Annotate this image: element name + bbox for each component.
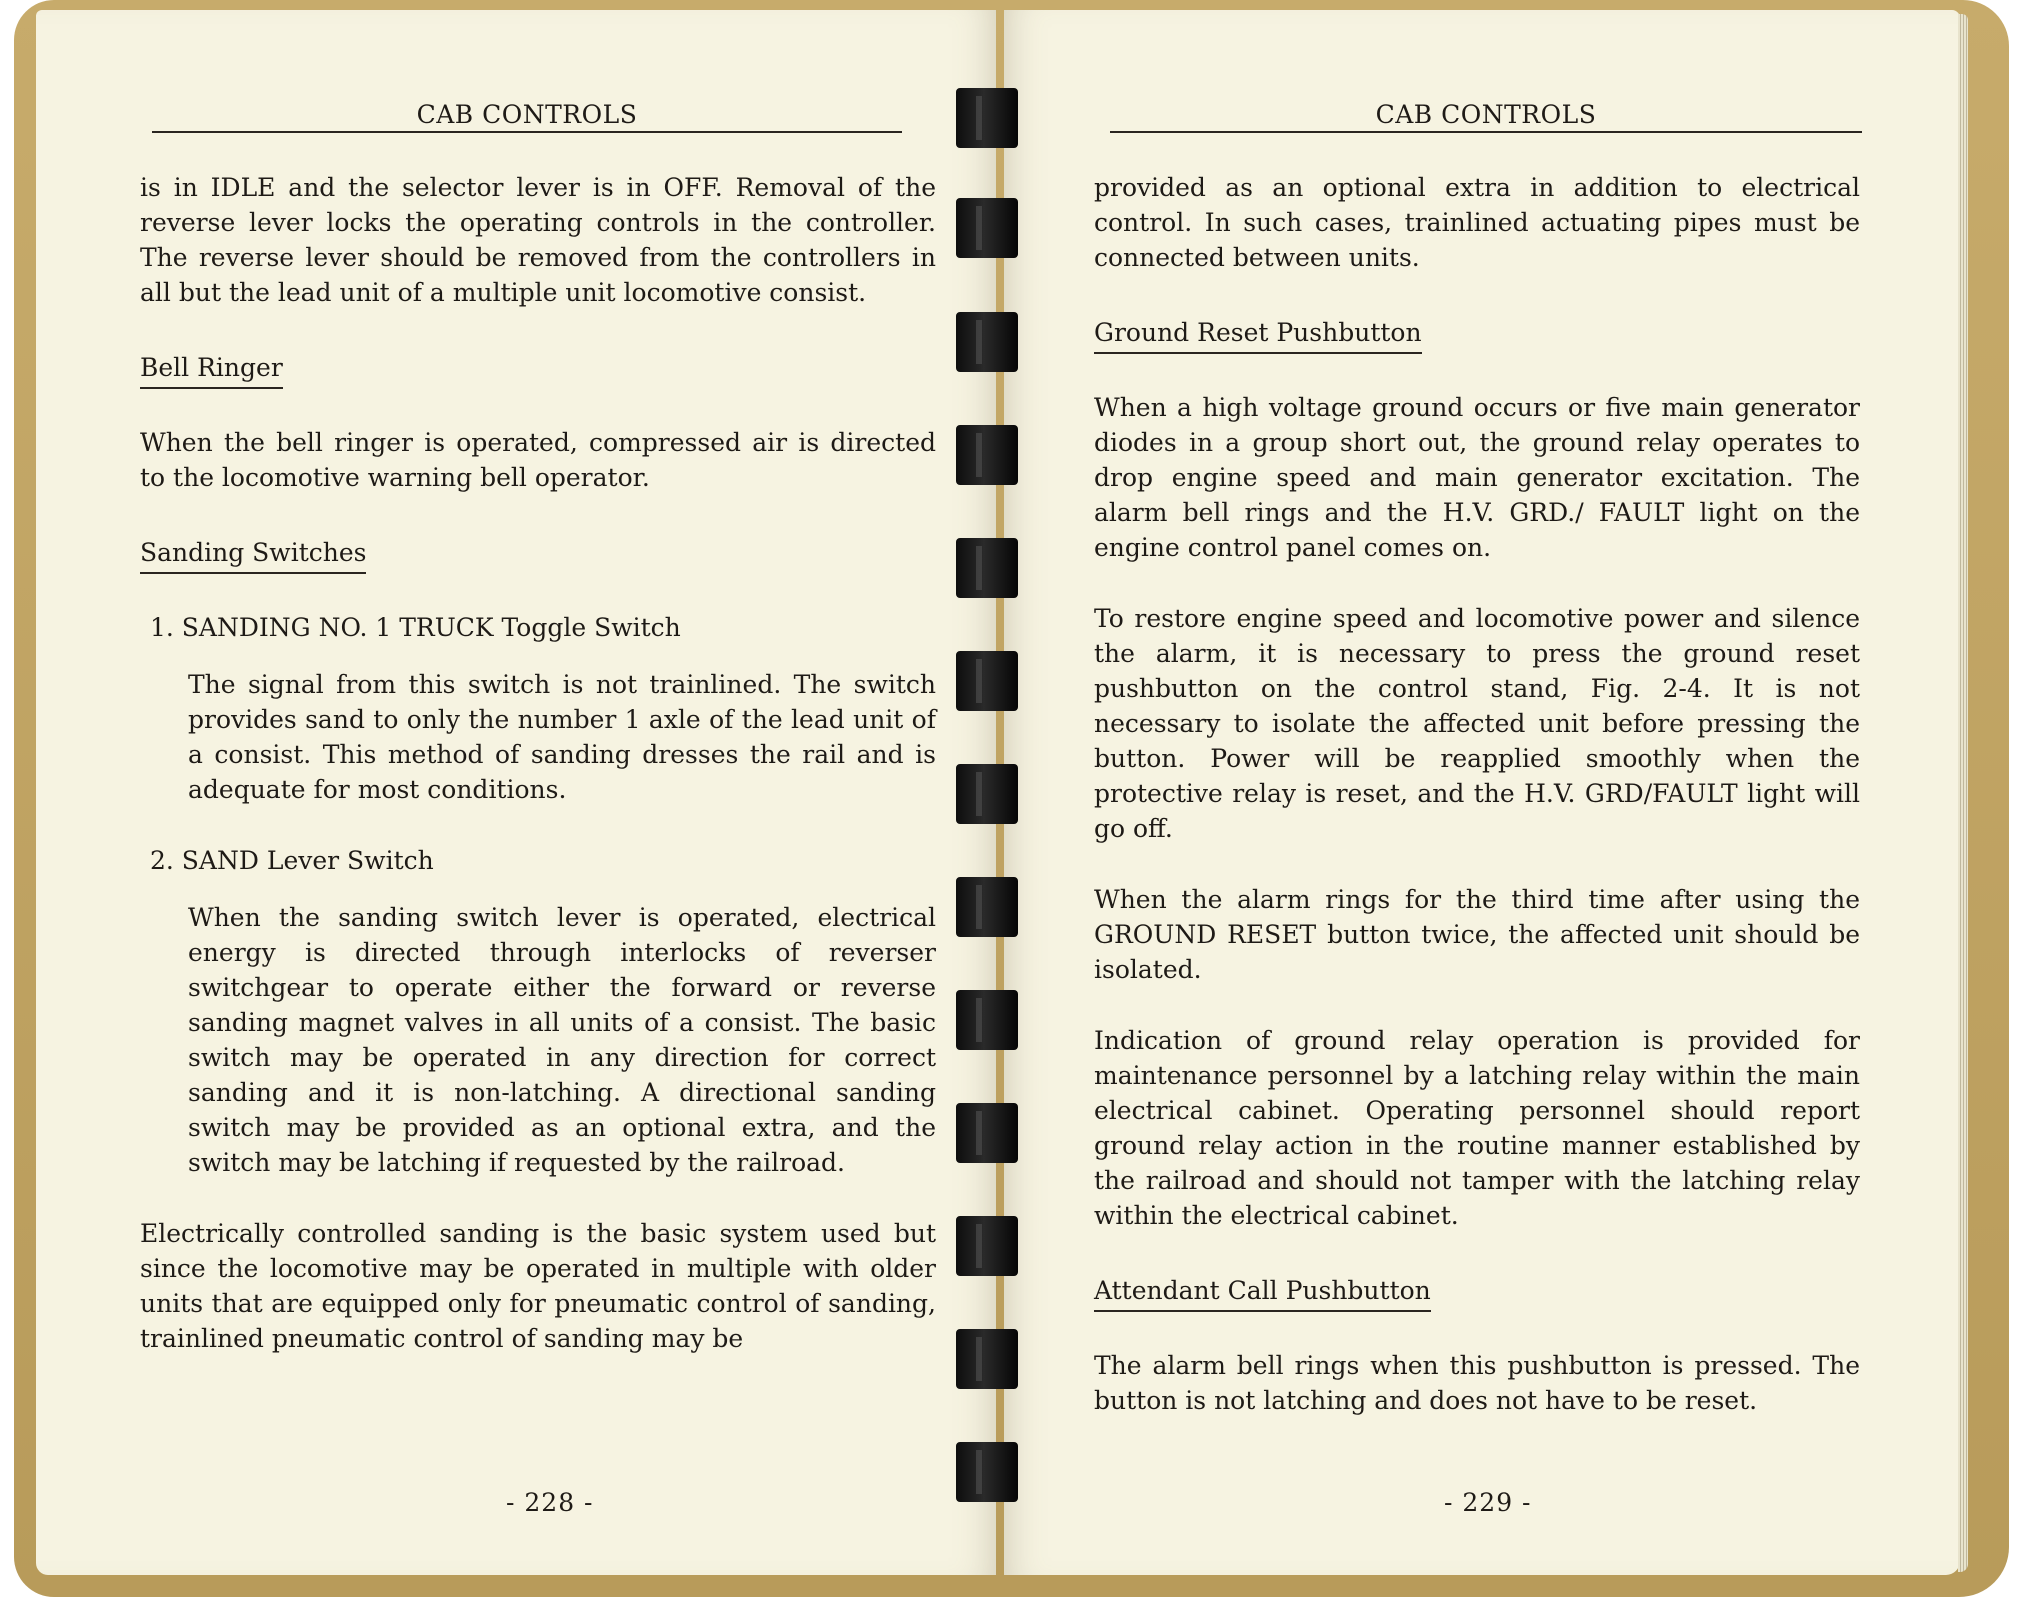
binding-ring — [956, 1103, 1018, 1163]
page-number: - 228 - — [506, 1488, 594, 1517]
binding-ring — [956, 88, 1018, 148]
binding-ring — [956, 198, 1018, 258]
binding-ring — [956, 1442, 1018, 1502]
binding-ring — [956, 877, 1018, 937]
ground-reset-paragraph: When the alarm rings for the third time after using the GROUND RESET button twice, the affected unit should be isolated. — [1094, 885, 1860, 984]
page-header: CAB CONTROLS — [152, 100, 902, 133]
section-heading-sanding-switches: Sanding Switches — [140, 535, 366, 574]
binding-ring — [956, 312, 1018, 372]
ground-reset-paragraph: Indication of ground relay operation is provided for maintenance personnel by a latching relay within the main electrical cabinet. Operating personnel should report ground relay action in the routine manner established by the railroad and should not tamper with the latching relay within the electrical cabinet. — [1094, 1026, 1860, 1230]
list-item-title: 1. SANDING NO. 1 TRUCK Toggle Switch — [150, 613, 681, 642]
binding-ring — [956, 764, 1018, 824]
right-page — [1004, 10, 1960, 1575]
section-heading-bell-ringer: Bell Ringer — [140, 350, 283, 389]
binding-ring — [956, 1329, 1018, 1389]
list-item-text: When the sanding switch lever is operated, electrical energy is directed through interlocks of reverser switchgear to operate either the forward or reverse sanding magnet valves in all units of a consist. The basic switch may be operated in any direction for correct sanding and it is non-latching. A directional sanding switch may be provided as an optional extra, and the switch may be latching if requested by the railroad. — [188, 903, 936, 1177]
spiral-binding — [948, 80, 1024, 1510]
intro-paragraph: is in IDLE and the selector lever is in OFF. Removal of the reverse lever locks the operating controls in the controller. The reverse lever should be removed from the controllers in all but the lead unit of a multiple unit locomotive consist. — [140, 173, 936, 307]
bell-ringer-text: When the bell ringer is operated, compressed air is directed to the locomotive warning bell operator. — [140, 428, 936, 492]
ground-reset-paragraph: When a high voltage ground occurs or five main generator diodes in a group short out, the ground relay operates to drop engine speed and main generator excitation. The alarm bell rings and the H.V. GRD./ FAULT light on the engine control panel comes on. — [1094, 393, 1860, 562]
page-number: - 229 - — [1444, 1488, 1532, 1517]
text-column — [140, 170, 936, 1392]
attendant-call-text: The alarm bell rings when this pushbutton is pressed. The button is not latching and does not have to be reset. — [1094, 1351, 1860, 1415]
section-heading-ground-reset: Ground Reset Pushbutton — [1094, 315, 1422, 354]
intro-paragraph: provided as an optional extra in addition to electrical control. In such cases, trainlined actuating pipes must be connected between units. — [1094, 173, 1860, 272]
left-page — [36, 10, 996, 1575]
text-column — [1094, 170, 1860, 1454]
section-heading-attendant-call: Attendant Call Pushbutton — [1094, 1273, 1431, 1312]
binding-ring — [956, 1216, 1018, 1276]
page-edges — [1958, 14, 1968, 1572]
list-item-text: The signal from this switch is not trainlined. The switch provides sand to only the number 1 axle of the lead unit of a consist. This method of sanding dresses the rail and is adequate for most conditions. — [188, 670, 936, 804]
list-item-title: 2. SAND Lever Switch — [150, 846, 434, 875]
page-header: CAB CONTROLS — [1110, 100, 1862, 133]
ground-reset-paragraph: To restore engine speed and locomotive power and silence the alarm, it is necessary to press the ground reset pushbutton on the control stand, Fig. 2-4. It is not necessary to isolate the affected unit before pressing the button. Power will be reapplied smoothly when the protective relay is reset, and the H.V. GRD/FAULT light will go off. — [1094, 604, 1860, 843]
binding-ring — [956, 651, 1018, 711]
closing-paragraph: Electrically controlled sanding is the basic system used but since the locomotive may be operated in multiple with older units that are equipped only for pneumatic control of sanding, trainlined pneumatic control of sanding may be — [140, 1219, 936, 1353]
binding-ring — [956, 425, 1018, 485]
binding-ring — [956, 990, 1018, 1050]
binding-ring — [956, 538, 1018, 598]
